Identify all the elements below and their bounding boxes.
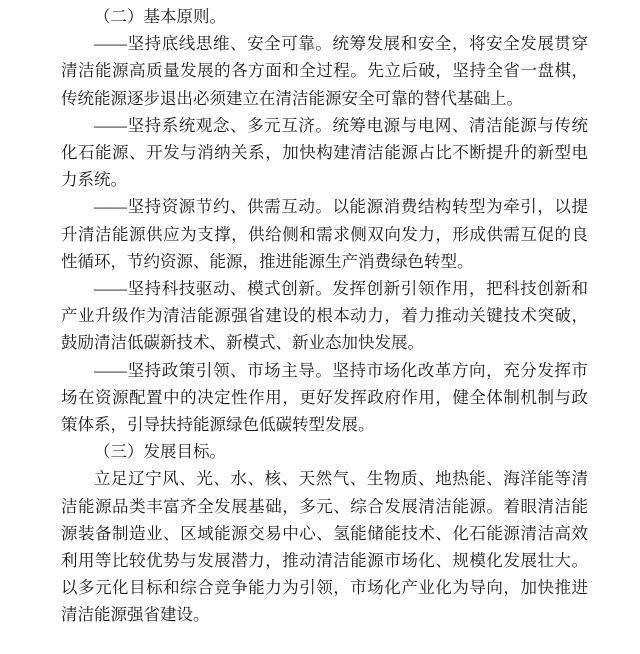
paragraph: ——坚持科技驱动、模式创新。发挥创新引领作用，把科技创新和产业升级作为清洁能源强省建设的根本动力，着力推动关键技术突破，鼓励清洁低碳新技术、新模式、新业态加快发展。 — [61, 279, 588, 353]
paragraph: ——坚持系统观念、多元互济。统筹电源与电网、清洁能源与传统化石能源、开发与消纳关系，加快构建清洁能源占比不断提升的新型电力系统。 — [61, 115, 588, 190]
section-heading: （二）基本原则。 — [94, 7, 226, 26]
paragraph: ——坚持政策引领、市场主导。坚持市场化改革方向，充分发挥市场在资源配置中的决定性作用，更好发挥政府作用，健全体制机制与政策体系，引导扶持能源绿色低碳转型发展。 — [61, 360, 588, 435]
paragraph: ——坚持底线思维、安全可靠。统筹发展和安全，将安全发展贯穿清洁能源高质量发展的各方面和全过程。先立后破，坚持全省一盘棋，传统能源逐步退出必须建立在清洁能源安全可靠的替代基础上。 — [61, 34, 588, 108]
section-heading: （三）发展目标。 — [94, 442, 226, 462]
paragraph: 立足辽宁风、光、水、核、天然气、生物质、地热能、海洋能等清洁能源品类丰富齐全发展基础，多元、综合发展清洁能源。着眼清洁能源装备制造业、区域能源交易中心、氢能储能技术、化石能源清洁高效利用等比较优势与发展潜力，推动清洁能源市场化、规模化发展壮大。以多元化目标和综合竞争能力为引领，市场化产业化为导向，加快推进清洁能源强省建设。 — [61, 469, 588, 625]
paragraph: ——坚持资源节约、供需互动。以能源消费结构转型为牵引，以提升清洁能源供应为支撑，供给侧和需求侧双向发力，形成供需互促的良性循环，节约资源、能源，推进能源生产消费绿色转型。 — [61, 197, 588, 271]
